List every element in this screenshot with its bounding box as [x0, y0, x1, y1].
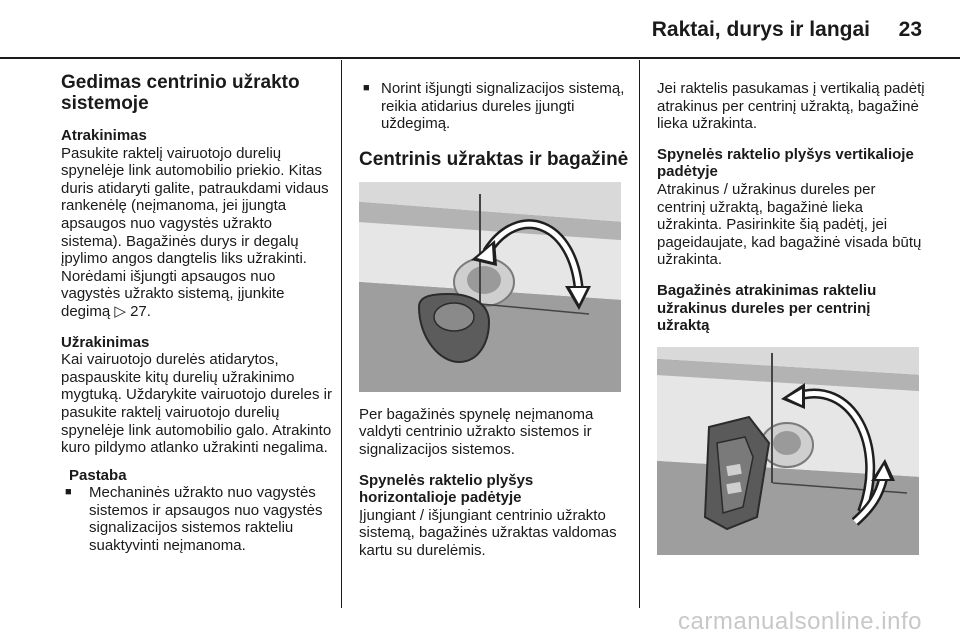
page-ref[interactable]: 27.: [130, 302, 151, 320]
tailgate-lock-figure-horizontal: [359, 182, 621, 392]
col3-paragraph-1: Jei raktelis pasukamas į vertikalią padėtį atrakinus per centrinį užraktą, bagažinė lieka užrakinta.: [657, 80, 925, 133]
subheading-lock: Užrakinimas: [61, 333, 150, 351]
subheading-key-unlock: Bagažinės atrakinimas rakteliu užrakinus dureles per centrinį užraktą: [657, 281, 877, 335]
note-bullet: ■ Mechaninės užrakto nuo vagystės sistemos ir apsaugos nuo vagystės signalizacijos sistemos rakteliu suaktyvinti neįmanoma.: [61, 484, 333, 554]
note-heading: Pastaba: [69, 466, 127, 484]
col2-paragraph-2: Įjungiant / išjungiant centrinio užrakto sistemą, bagažinės užraktas valdomas kartu su durelėmis.: [359, 506, 617, 559]
subheading-horizontal-slot: Spynelės raktelio plyšys horizontalioje padėtyje: [359, 471, 534, 507]
column-2: [359, 80, 631, 560]
column-3: [657, 80, 925, 555]
unlock-paragraph: Pasukite raktelį vairuotojo durelių spynelėje link automobilio priekio. Kitas duris atidaryti galite, patraukdami vidaus rankenėlę (neįmanoma, jei įjungta apsaugos nuo vagystės užrakto sistema). Bagažinės durys ir degalų įpylimo angos dangtelis liks užrakinti. Norėdami išjungti apsaugos nuo vagystės užrakto sistemą, įjunkite degimą ▷ 27.: [61, 144, 329, 320]
col2-paragraph-1: Per bagažinės spynelę neįmanoma valdyti centrinio užrakto sistemos ir signalizacijos sistemos.: [359, 405, 594, 458]
column-divider: [341, 60, 342, 608]
lock-paragraph: Kai vairuotojo durelės atidarytos, paspauskite kitų durelių užrakinimo mygtuką. Uždarykite vairuotojo dureles ir pasukite raktelį vairuotojo durelių spynelėje link automobilio galo. Atrakinto kuro pildymo atlanko užrakinti negalima.: [61, 351, 332, 457]
tailgate-key-unlock-figure: [657, 347, 919, 555]
header-rule: [0, 57, 960, 59]
page-number: 23: [898, 18, 922, 41]
col3-paragraph-2: Atrakinus / užrakinus dureles per centrinį užraktą, bagažinė lieka užrakinta. Pasirinkite šią padėtį, jei pageidaujate, kad bagažinė visada būtų užrakinta.: [657, 180, 922, 269]
section-heading: Gedimas centrinio užrakto sistemoje: [61, 72, 300, 114]
alarm-bullet: ■ Norint išjungti signalizacijos sistemą, reikia atidarius dureles įjungti uždegimą.: [359, 80, 631, 133]
watermark: carmanualsonline.info: [678, 608, 922, 635]
page-ref-icon: ▷: [114, 302, 126, 320]
section-heading: Centrinis užraktas ir bagažinė: [359, 148, 629, 170]
column-divider: [639, 60, 640, 608]
column-1: [61, 72, 333, 555]
subheading-vertical-slot: Spynelės raktelio plyšys vertikalioje padėtyje: [657, 145, 914, 181]
subheading-unlock: Atrakinimas: [61, 127, 147, 144]
page-header-title: Raktai, durys ir langai: [651, 18, 870, 41]
